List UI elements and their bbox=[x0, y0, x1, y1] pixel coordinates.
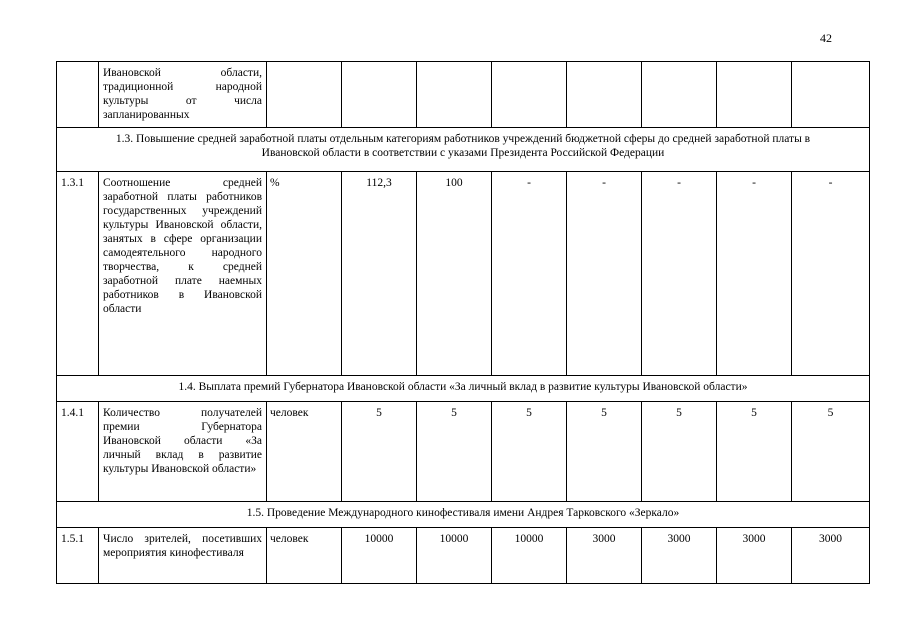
section-title-1-5: 1.5. Проведение Международного кинофестиваля имени Андрея Тарковского «Зеркало» bbox=[57, 502, 870, 528]
value-cell: - bbox=[642, 172, 717, 376]
indicators-table bbox=[56, 61, 870, 584]
value-cell bbox=[642, 62, 717, 128]
value-cell: 3000 bbox=[792, 528, 870, 584]
indicator-description: Соотношение средней заработной платы работников государственных учреждений культуры Ивановской области, занятых в сфере организации самодеятельного народного творчества, к средней заработной плате наемных работников в Ивановской области bbox=[99, 172, 267, 376]
row-number: 1.3.1 bbox=[57, 172, 99, 376]
value-cell: 3000 bbox=[642, 528, 717, 584]
value-cell: 5 bbox=[567, 402, 642, 502]
value-cell: - bbox=[792, 172, 870, 376]
section-header-row bbox=[57, 128, 870, 172]
indicator-description: Число зрителей, посетивших мероприятия кинофестиваля bbox=[99, 528, 267, 584]
value-cell: 5 bbox=[642, 402, 717, 502]
value-cell: 5 bbox=[792, 402, 870, 502]
value-cell: - bbox=[567, 172, 642, 376]
value-cell bbox=[717, 62, 792, 128]
section-title-line: Ивановской области в соответствии с указами Президента Российской Федерации bbox=[261, 147, 665, 159]
row-number: 1.4.1 bbox=[57, 402, 99, 502]
row-number: 1.5.1 bbox=[57, 528, 99, 584]
value-cell: 5 bbox=[717, 402, 792, 502]
value-cell: 3000 bbox=[717, 528, 792, 584]
value-cell bbox=[342, 62, 417, 128]
unit-cell bbox=[267, 62, 342, 128]
section-title-line: 1.3. Повышение средней заработной платы отдельным категориям работников учреждений бюджетной сферы до средней заработной платы в bbox=[115, 133, 811, 145]
table-row-1-3-1 bbox=[57, 172, 870, 376]
value-cell: 10000 bbox=[492, 528, 567, 584]
value-cell: 5 bbox=[492, 402, 567, 502]
value-cell: 3000 bbox=[567, 528, 642, 584]
value-cell bbox=[492, 62, 567, 128]
indicator-description: Ивановской области, традиционной народной культуры от числа запланированных bbox=[99, 62, 267, 128]
section-header-row bbox=[57, 502, 870, 528]
page-number: 42 bbox=[820, 31, 832, 45]
section-title-1-3 bbox=[57, 128, 870, 172]
value-cell: 10000 bbox=[342, 528, 417, 584]
value-cell bbox=[567, 62, 642, 128]
section-header-row bbox=[57, 376, 870, 402]
unit-cell: % bbox=[267, 172, 342, 376]
table-row-1-5-1 bbox=[57, 528, 870, 584]
value-cell bbox=[792, 62, 870, 128]
unit-cell: человек bbox=[267, 402, 342, 502]
value-cell: - bbox=[492, 172, 567, 376]
value-cell: - bbox=[717, 172, 792, 376]
value-cell bbox=[417, 62, 492, 128]
value-cell: 100 bbox=[417, 172, 492, 376]
value-cell: 10000 bbox=[417, 528, 492, 584]
indicator-description: Количество получателей премии Губернатора Ивановской области «За личный вклад в развитие культуры Ивановской области» bbox=[99, 402, 267, 502]
value-cell: 5 bbox=[417, 402, 492, 502]
section-title-1-4: 1.4. Выплата премий Губернатора Ивановской области «За личный вклад в развитие культуры Ивановской области» bbox=[57, 376, 870, 402]
value-cell: 5 bbox=[342, 402, 417, 502]
table-row-1-4-1 bbox=[57, 402, 870, 502]
table-row-continuation bbox=[57, 62, 870, 128]
unit-cell: человек bbox=[267, 528, 342, 584]
value-cell: 112,3 bbox=[342, 172, 417, 376]
row-number-cell bbox=[57, 62, 99, 128]
